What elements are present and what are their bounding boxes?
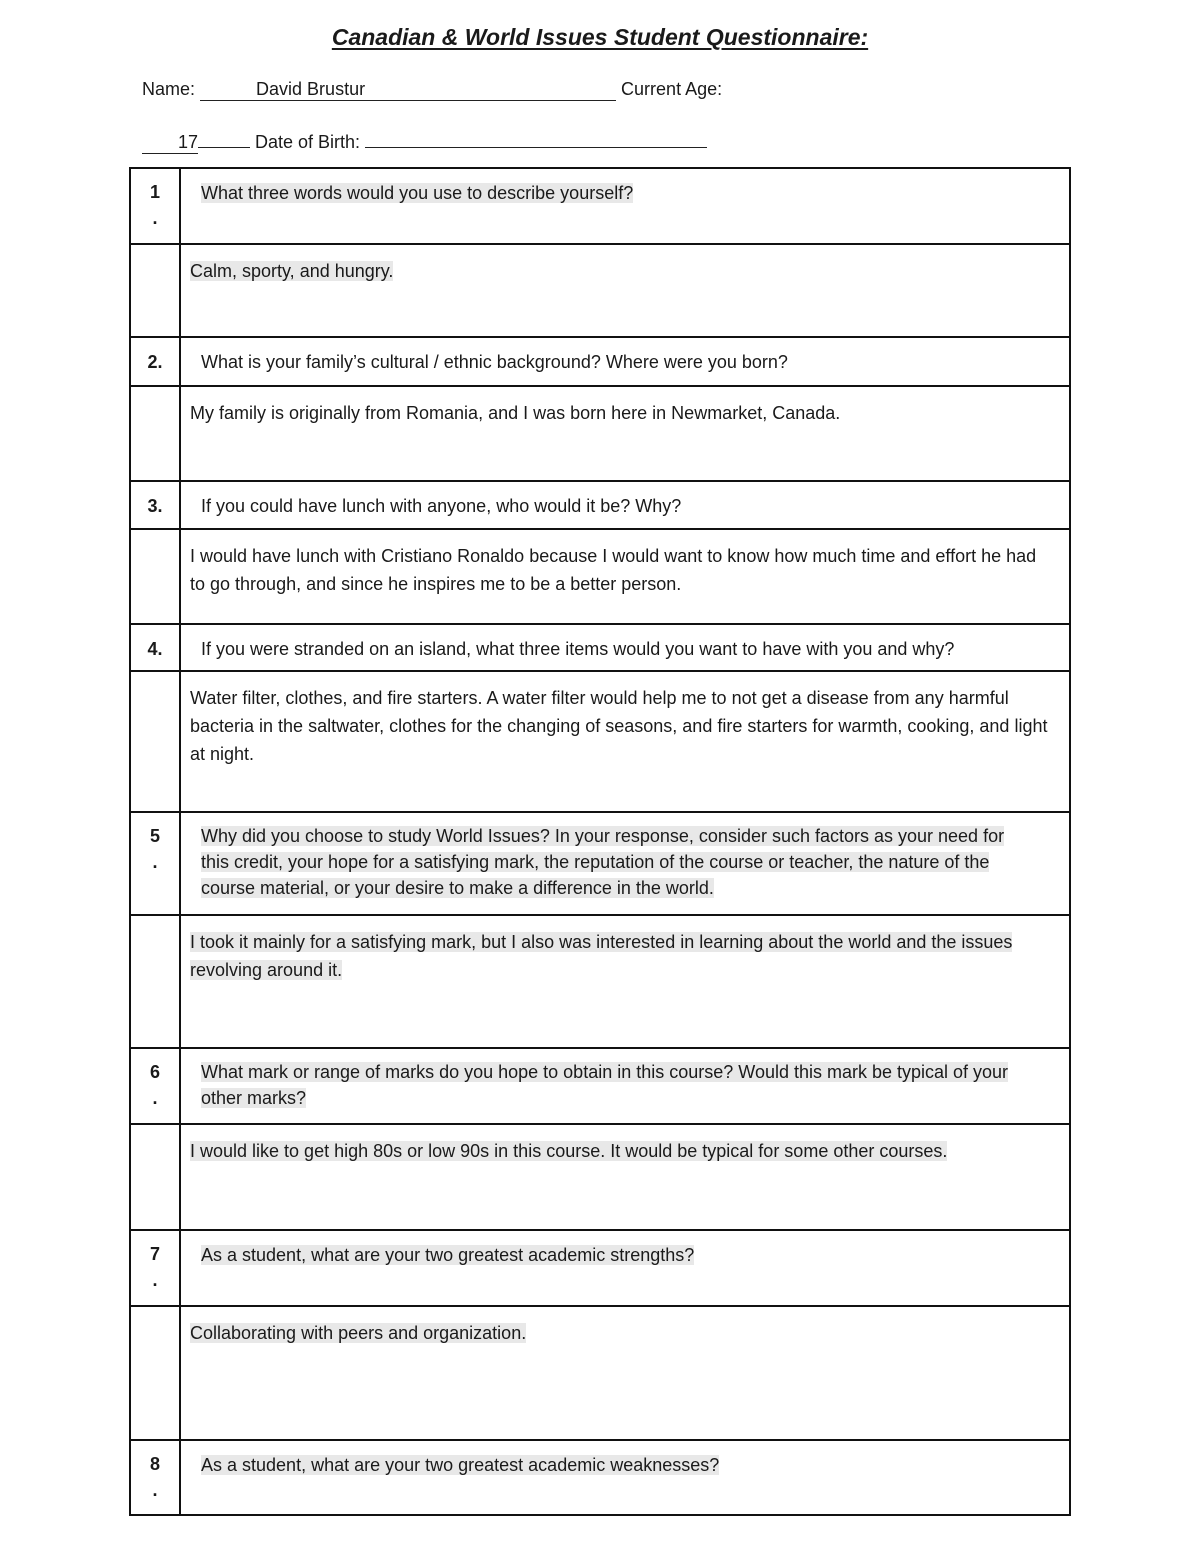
question-number: 5 . xyxy=(130,812,180,915)
answer-text[interactable]: I would have lunch with Cristiano Ronaldo because I would want to know how much time and effort he had to go through, and since he inspires me to be a better person. xyxy=(180,529,1070,624)
question-row xyxy=(130,481,1070,529)
answer-text[interactable]: My family is originally from Romania, and I was born here in Newmarket, Canada. xyxy=(180,386,1070,481)
question-number: 2. xyxy=(130,337,180,386)
questionnaire-table xyxy=(129,167,1071,1516)
answer-row xyxy=(130,1124,1070,1230)
answer-number-cell xyxy=(130,386,180,481)
page-title: Canadian & World Issues Student Questionnaire: xyxy=(331,24,869,50)
question-text: What is your family’s cultural / ethnic background? Where were you born? xyxy=(180,337,1070,386)
question-text: What mark or range of marks do you hope to obtain in this course? Would this mark be typical of your other marks? xyxy=(180,1048,1070,1124)
answer-row xyxy=(130,1306,1070,1440)
dob-label: Date of Birth: xyxy=(255,132,361,152)
answer-row xyxy=(130,671,1070,812)
answer-number-cell xyxy=(130,529,180,624)
answer-text[interactable]: I took it mainly for a satisfying mark, but I also was interested in learning about the world and the issues revolving around it. xyxy=(180,915,1070,1048)
answer-text[interactable]: I would like to get high 80s or low 90s in this course. It would be typical for some other courses. xyxy=(180,1124,1070,1230)
question-number: 3. xyxy=(130,481,180,529)
answer-row xyxy=(130,915,1070,1048)
answer-text[interactable]: Collaborating with peers and organization. xyxy=(180,1306,1070,1440)
question-row xyxy=(130,168,1070,244)
question-number: 7 . xyxy=(130,1230,180,1306)
question-number: 1 . xyxy=(130,168,180,244)
question-row xyxy=(130,1048,1070,1124)
answer-number-cell xyxy=(130,244,180,337)
question-text: What three words would you use to describe yourself? xyxy=(180,168,1070,244)
name-line xyxy=(142,79,722,101)
answer-text[interactable]: Water filter, clothes, and fire starters. A water filter would help me to not get a disease from any harmful bacteria in the saltwater, clothes for the changing of seasons, and fire starters for warmth, cooking, and light at night. xyxy=(180,671,1070,812)
question-row xyxy=(130,337,1070,386)
question-text: If you were stranded on an island, what three items would you want to have with you and why? xyxy=(180,624,1070,671)
question-text: As a student, what are your two greatest academic weaknesses? xyxy=(180,1440,1070,1515)
question-text: If you could have lunch with anyone, who would it be? Why? xyxy=(180,481,1070,529)
question-number: 8 . xyxy=(130,1440,180,1515)
answer-row xyxy=(130,529,1070,624)
answer-number-cell xyxy=(130,915,180,1048)
answer-row xyxy=(130,386,1070,481)
name-label: Name: xyxy=(142,79,196,99)
question-text: As a student, what are your two greatest academic strengths? xyxy=(180,1230,1070,1306)
answer-number-cell xyxy=(130,1306,180,1440)
answer-number-cell xyxy=(130,671,180,812)
name-field[interactable]: David Brustur xyxy=(200,79,616,101)
answer-number-cell xyxy=(130,1124,180,1230)
age-label: Current Age: xyxy=(621,79,723,99)
answer-row xyxy=(130,244,1070,337)
question-text: Why did you choose to study World Issues? In your response, consider such factors as your need for this credit, your hope for a satisfying mark, the reputation of the course or teacher, the nature of the course material, or your desire to make a difference in the world. xyxy=(180,812,1070,915)
question-row xyxy=(130,812,1070,915)
question-number: 4. xyxy=(130,624,180,671)
question-number: 6 . xyxy=(130,1048,180,1124)
dob-field[interactable] xyxy=(365,126,707,148)
question-row xyxy=(130,624,1070,671)
age-field-tail xyxy=(198,147,250,148)
question-row xyxy=(130,1230,1070,1306)
answer-text[interactable]: Calm, sporty, and hungry. xyxy=(180,244,1070,337)
age-field[interactable]: 17 xyxy=(142,132,198,154)
age-dob-line xyxy=(142,126,707,154)
question-row xyxy=(130,1440,1070,1515)
